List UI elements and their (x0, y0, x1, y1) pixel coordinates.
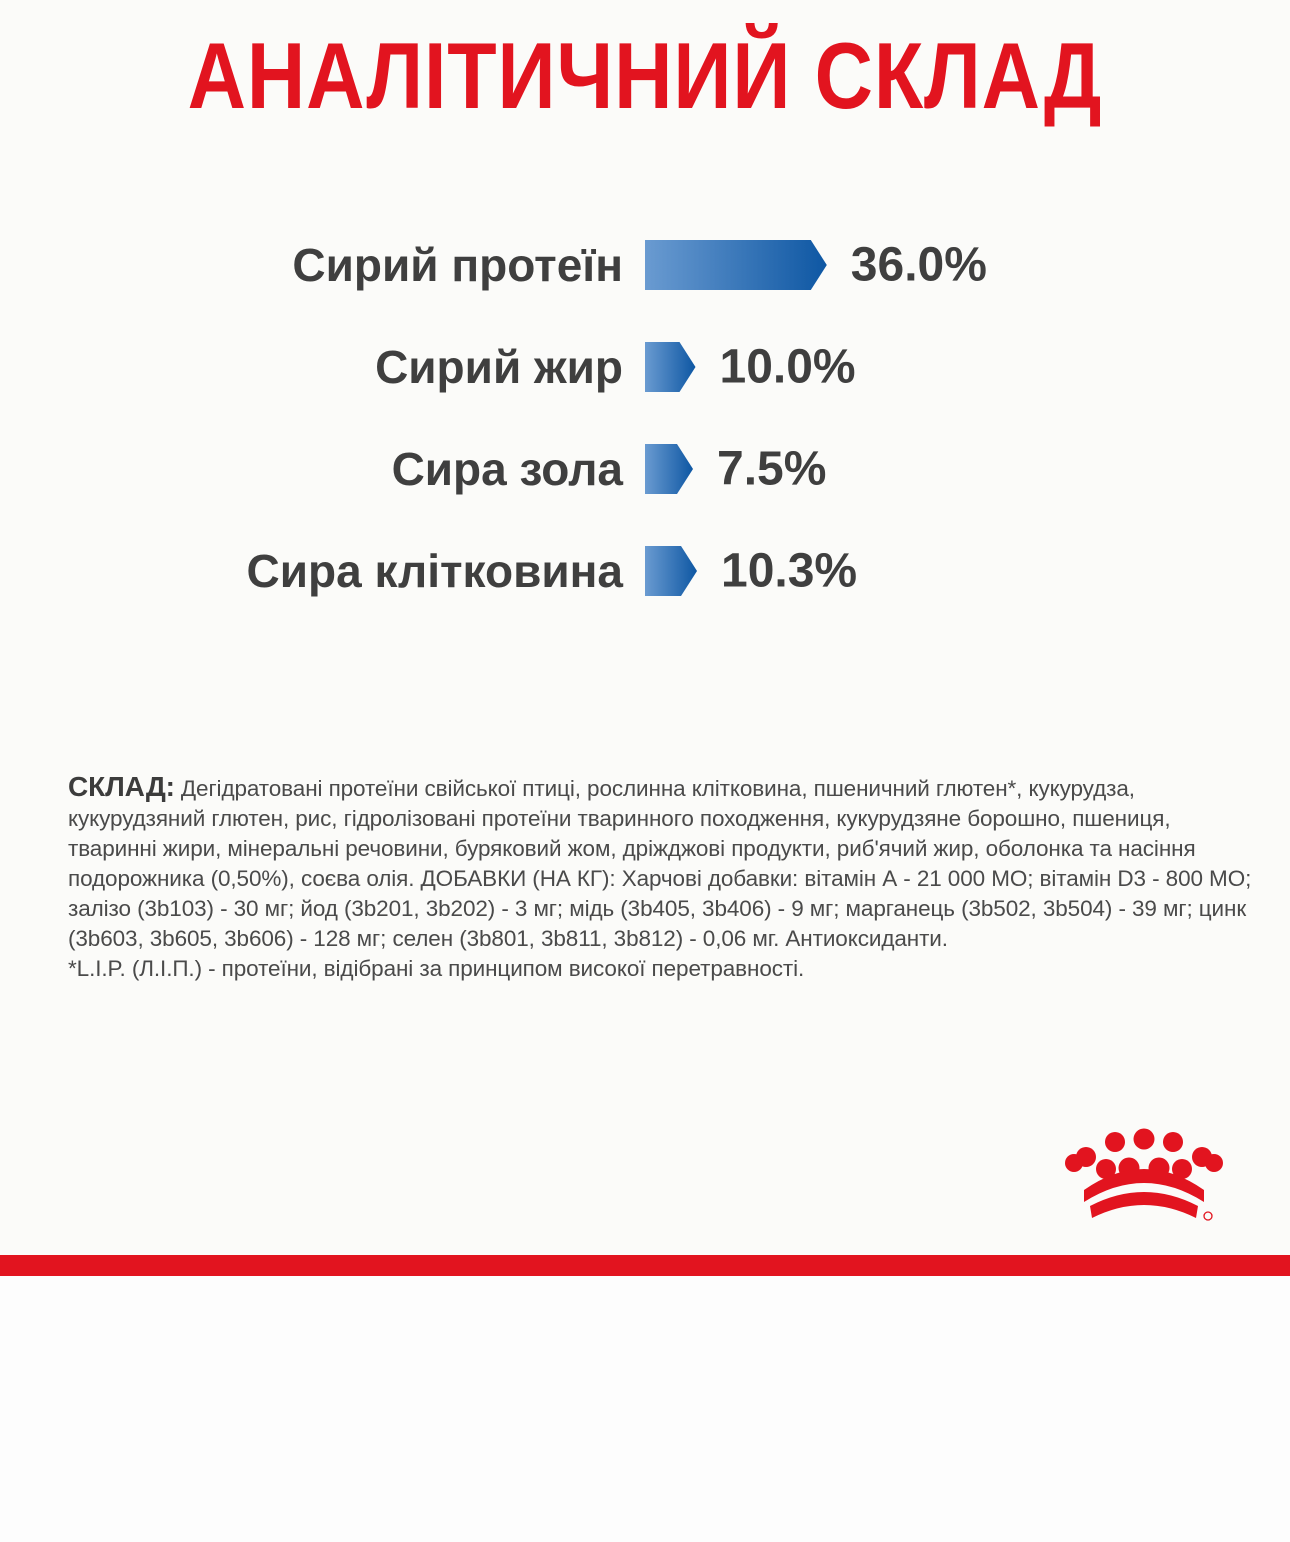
composition-text (68, 771, 1252, 984)
composition-text-line: (3b603, 3b605, 3b606) - 128 мг; селен (3b801, 3b811, 3b812) - 0,06 мг. Антиоксиданти. (68, 926, 948, 951)
crown-icon (1058, 1128, 1233, 1228)
composition-text-line: кукурудзяний глютен, рис, гідролізовані протеїни тваринного походження, кукурудзяне борошно, пшениця, (68, 806, 1171, 831)
category-label: Сирий жир (375, 341, 623, 393)
category-label: Сира зола (391, 443, 623, 495)
composition-label: СКЛАД: (68, 771, 175, 802)
bar (645, 444, 693, 494)
composition-text-line: подорожника (0,50%), соєва олія. ДОБАВКИ (НА КГ): Харчові добавки: вітамін А - 21 000 МО; вітамін D3 - 800 МО; (68, 866, 1252, 891)
category-label: Сирий протеїн (292, 239, 623, 291)
blank-area (0, 1276, 1290, 1542)
category-label: Сира клітковина (246, 545, 623, 597)
composition-footnote: *L.I.P. (Л.І.П.) - протеїни, відібрані за принципом високої перетравності. (68, 956, 805, 981)
page-title: АНАЛІТИЧНИЙ СКЛАД (187, 23, 1103, 128)
composition-text-line: залізо (3b103) - 30 мг; йод (3b201, 3b202) - 3 мг; мідь (3b405, 3b406) - 9 мг; марганець (3b502, 3b504) - 39 мг; цинк (68, 896, 1247, 921)
value-label: 10.3% (721, 544, 858, 598)
bar (645, 342, 696, 392)
bar (645, 240, 827, 290)
value-label: 36.0% (850, 238, 987, 292)
nutrient-bar-chart (0, 200, 1290, 620)
composition-text-line: тваринні жири, мінеральні речовини, буряковий жом, дріжджові продукти, риб'ячий жир, оболонка та насіння (68, 836, 1196, 861)
composition-line-0 (68, 772, 1228, 804)
value-label: 7.5% (717, 442, 827, 496)
composition-text-line: Дегідратовані протеїни свійської птиці, рослинна клітковина, пшеничний глютен*, кукурудза, (180, 776, 1135, 801)
bar (645, 546, 697, 596)
value-label: 10.0% (719, 340, 856, 394)
brand-stripe (0, 1255, 1290, 1276)
